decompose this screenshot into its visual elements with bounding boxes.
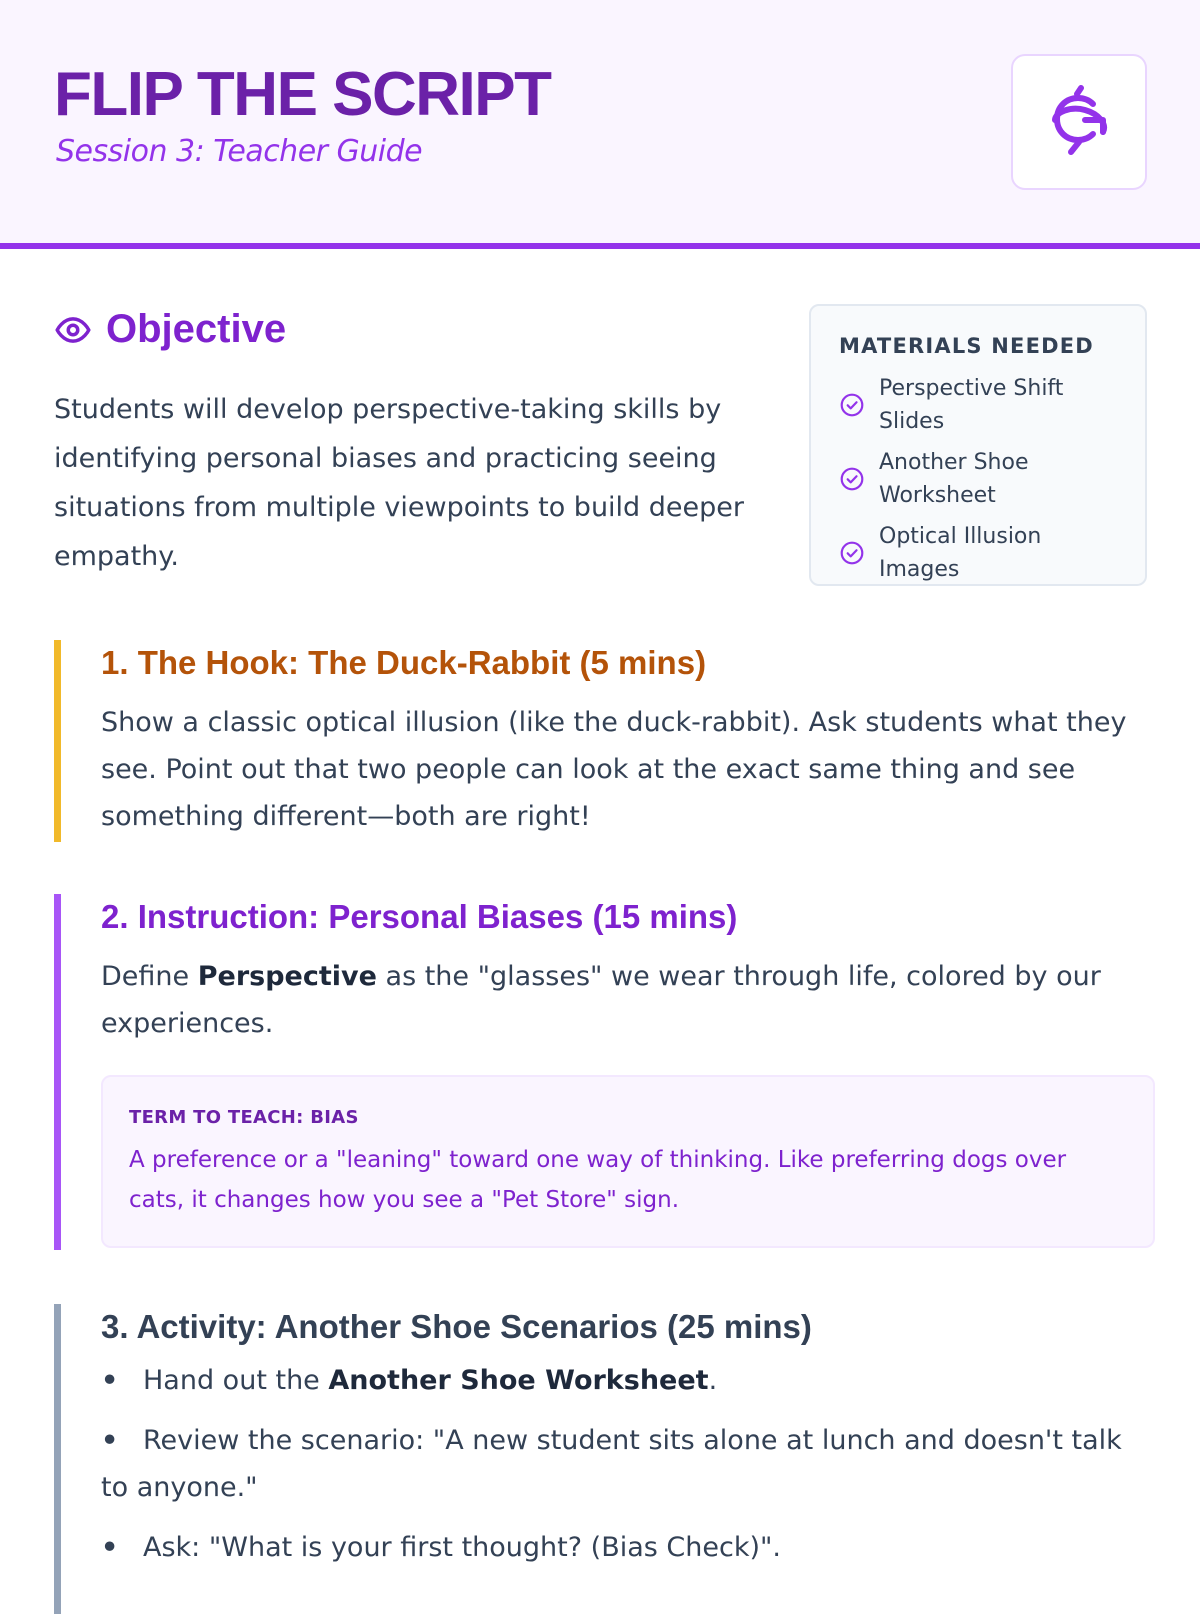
list-item-text: Hand out the (143, 1365, 329, 1396)
check-circle-icon (839, 540, 865, 566)
materials-item-label: Optical Illusion Images (879, 524, 1042, 582)
bullet-glyph: • (101, 1425, 119, 1456)
list-item-text: Ask: "What is your first thought? (Bias Check)". (143, 1532, 782, 1563)
activity-list (101, 1357, 1148, 1571)
bullet-glyph: • (101, 1532, 119, 1563)
rotate-arrows-icon (1041, 84, 1117, 160)
list-item (101, 1417, 1148, 1511)
section-title: 2. Instruction: Personal Biases (15 mins) (101, 898, 738, 935)
objective-text: Students will develop perspective-taking skills by identifying personal biases and practicing seeing situations from multiple viewpoints to build deeper empathy. (54, 394, 744, 572)
logo (1011, 54, 1147, 190)
list-item-text: Review the scenario: "A new student sits alone at lunch and doesn't talk to anyone." (101, 1425, 1122, 1503)
objective-title: Objective (106, 307, 287, 351)
eye-icon (54, 311, 92, 349)
page-header (0, 0, 1200, 249)
list-item (101, 1357, 1148, 1404)
materials-item-label: Perspective Shift Slides (879, 376, 1064, 434)
section-instruction (54, 894, 1148, 1250)
list-item-text: . (708, 1365, 718, 1396)
body-bold-term: Perspective (197, 961, 377, 992)
section-body: Show a classic optical illusion (like the duck-rabbit). Ask students what they see. Point out that two people can look at the exact same thing and see something different—both are right! (101, 707, 1127, 832)
check-circle-icon (839, 392, 865, 418)
materials-item (839, 372, 1121, 438)
materials-item (839, 446, 1121, 512)
materials-item-label: Another Shoe Worksheet (879, 450, 1029, 508)
section-hook (54, 640, 1148, 842)
section-body (101, 953, 1148, 1047)
page-subtitle: Session 3: Teacher Guide (56, 134, 423, 169)
section-title: 1. The Hook: The Duck-Rabbit (5 mins) (101, 644, 707, 681)
term-box (101, 1075, 1155, 1248)
check-circle-icon (839, 466, 865, 492)
term-definition: A preference or a "leaning" toward one way of thinking. Like preferring dogs over cats, it changes how you see a "Pet Store" sign. (129, 1147, 1067, 1213)
term-label: TERM TO TEACH: BIAS (129, 1107, 359, 1128)
materials-item (839, 520, 1121, 586)
list-item-bold: Another Shoe Worksheet (328, 1365, 709, 1396)
body-text: as the "glasses" we wear through life, colored by our experiences. (101, 961, 1101, 1039)
section-title: 3. Activity: Another Shoe Scenarios (25 mins) (101, 1308, 812, 1345)
materials-card (809, 304, 1147, 586)
page-title: FLIP THE SCRIPT (54, 60, 551, 129)
bullet-glyph: • (101, 1365, 119, 1396)
list-item (101, 1524, 1148, 1571)
materials-title: MATERIALS NEEDED (839, 334, 1094, 358)
objective-heading (54, 307, 286, 352)
body-text: Define (101, 961, 198, 992)
section-activity (54, 1304, 1148, 1614)
